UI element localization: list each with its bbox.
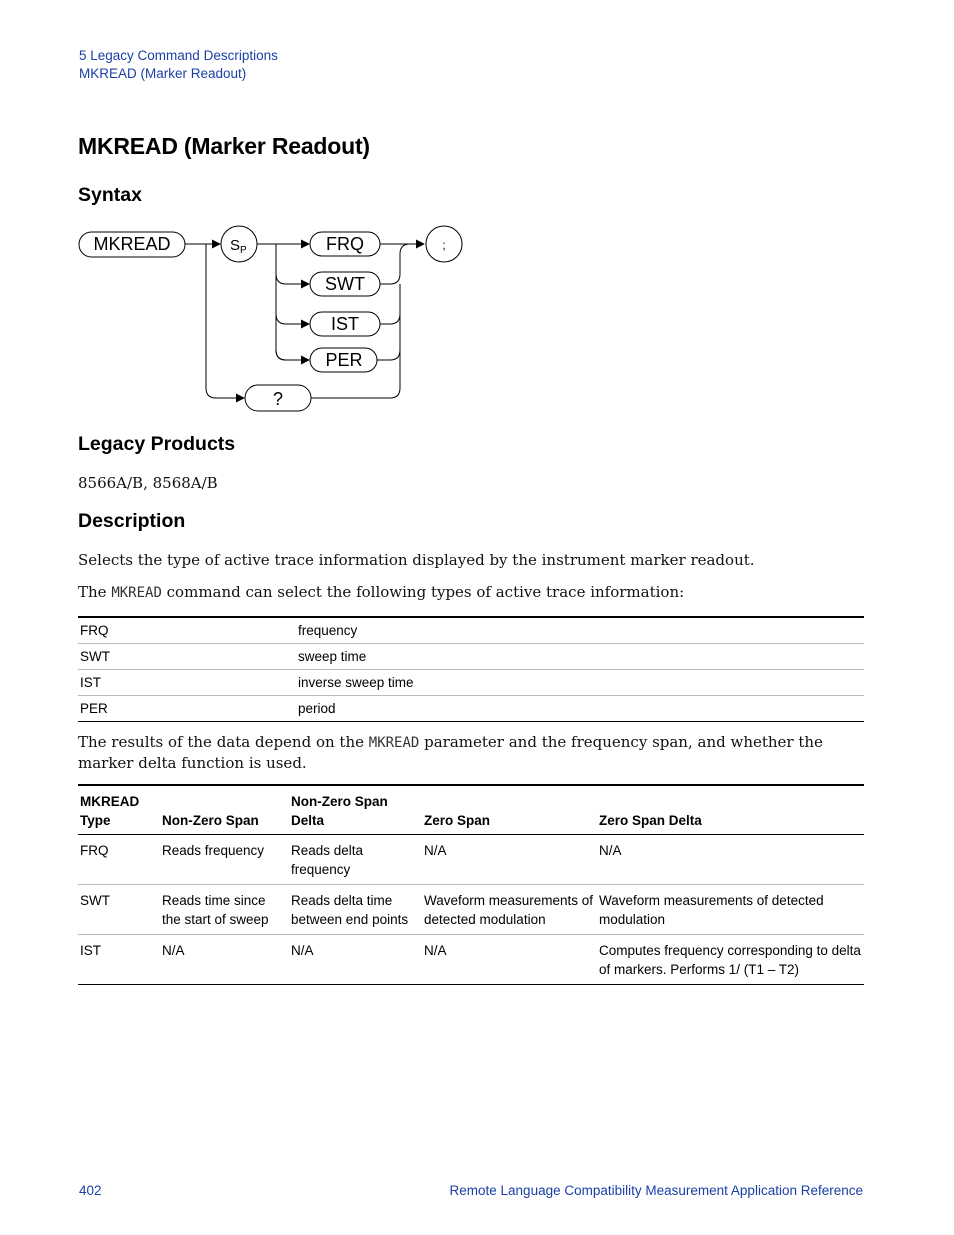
para-2-pre: The	[78, 583, 112, 601]
table-row	[78, 644, 864, 670]
syntax-option-per: PER	[325, 350, 363, 370]
cell: Reads delta time between end points	[289, 885, 422, 935]
description-para-2	[78, 582, 864, 603]
cell: N/A	[291, 943, 314, 958]
results-table	[78, 784, 864, 985]
cell: N/A	[424, 943, 447, 958]
syntax-query: ?	[272, 389, 284, 409]
syntax-heading: Syntax	[78, 184, 142, 206]
table-row	[78, 835, 864, 885]
table-header-row	[78, 785, 864, 835]
syntax-separator-s: S	[230, 237, 241, 254]
table-row	[78, 935, 864, 985]
type-code: SWT	[78, 644, 296, 670]
cell: SWT	[78, 885, 160, 935]
type-code: FRQ	[78, 617, 296, 644]
cell: IST	[80, 943, 102, 958]
breadcrumb-chapter[interactable]: 5 Legacy Command Descriptions	[79, 48, 278, 63]
cell: Reads frequency	[160, 835, 289, 885]
type-meaning: sweep time	[296, 644, 864, 670]
header-non-zero-span-delta: Non-Zero Span Delta	[289, 785, 422, 835]
para-3-code: MKREAD	[368, 735, 420, 751]
para-2-code: MKREAD	[111, 585, 162, 601]
legacy-products-text: 8566A/B, 8568A/B	[78, 474, 218, 492]
syntax-command-label: MKREAD	[93, 234, 171, 254]
syntax-diagram	[76, 222, 476, 418]
header-non-zero-span: Non-Zero Span	[160, 785, 289, 835]
breadcrumb-section[interactable]: MKREAD (Marker Readout)	[79, 66, 247, 81]
type-code: PER	[80, 701, 108, 716]
description-para-3	[78, 732, 864, 773]
para-2-post: command can select the following types of active trace information:	[161, 583, 685, 601]
cell: Waveform measurements of detected modulation	[597, 885, 864, 935]
breadcrumb	[79, 47, 278, 83]
para-3-post: parameter and the frequency span, and whether the marker delta function is used.	[78, 733, 823, 772]
para-3-pre: The results of the data depend on the	[78, 733, 369, 751]
page-number: 402	[79, 1183, 102, 1198]
type-meaning: period	[298, 701, 336, 716]
type-meaning: inverse sweep time	[296, 670, 864, 696]
cell: N/A	[162, 943, 185, 958]
cell: Reads time since the start of sweep	[160, 885, 289, 935]
cell: Reads delta frequency	[289, 835, 422, 885]
syntax-option-ist: IST	[330, 314, 360, 334]
syntax-terminator: ;	[442, 238, 446, 252]
description-para-1: Selects the type of active trace information displayed by the instrument marker readout.	[78, 551, 755, 569]
page-title: MKREAD (Marker Readout)	[78, 133, 370, 159]
header-zero-span: Zero Span	[422, 785, 597, 835]
table-row	[78, 885, 864, 935]
cell: N/A	[597, 835, 864, 885]
type-meaning: frequency	[296, 617, 864, 644]
table-row	[78, 696, 864, 722]
cell: N/A	[422, 835, 597, 885]
cell: Waveform measurements of detected modulation	[422, 885, 597, 935]
syntax-option-swt: SWT	[325, 274, 365, 294]
header-mkread-type: MKREAD Type	[78, 785, 160, 835]
table-row	[78, 617, 864, 644]
table-row	[78, 670, 864, 696]
document-title: Remote Language Compatibility Measurement Application Reference	[449, 1183, 863, 1198]
syntax-separator-p: P	[240, 245, 247, 256]
syntax-option-frq: FRQ	[326, 234, 364, 254]
description-heading: Description	[78, 510, 186, 532]
legacy-products-heading: Legacy Products	[78, 433, 236, 455]
cell: FRQ	[78, 835, 160, 885]
types-table	[78, 616, 864, 722]
type-code: IST	[78, 670, 296, 696]
cell: Computes frequency corresponding to delta of markers. Performs 1/ (T1 – T2)	[599, 943, 861, 977]
header-zero-span-delta: Zero Span Delta	[597, 785, 864, 835]
